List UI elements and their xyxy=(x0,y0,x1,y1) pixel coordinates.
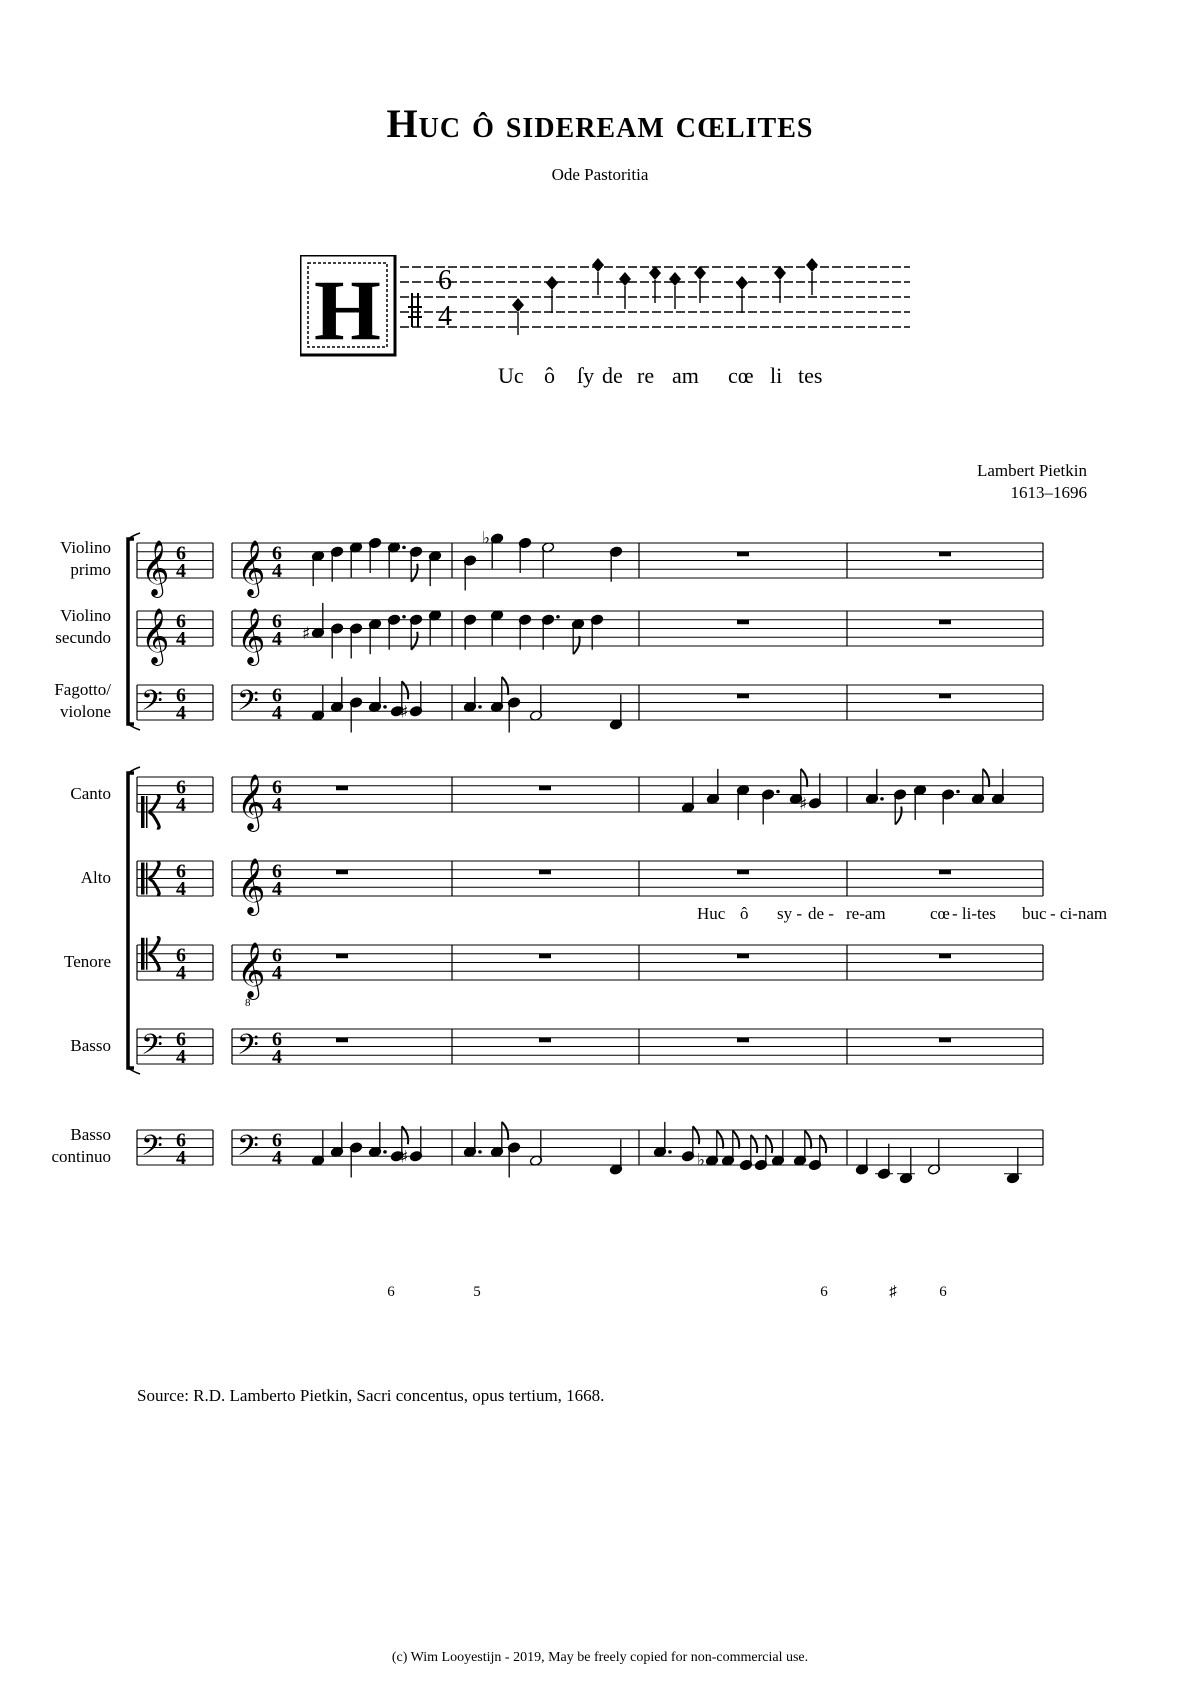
bass-clef xyxy=(237,1028,259,1068)
time-signature-top: 6 xyxy=(272,776,282,799)
bar-rest xyxy=(539,954,551,959)
note xyxy=(518,614,531,650)
note xyxy=(1004,1148,1022,1184)
time-signature-bottom: 4 xyxy=(272,560,282,582)
octave-mark: 8 xyxy=(245,997,251,1009)
note xyxy=(482,529,504,569)
note xyxy=(490,677,508,713)
note xyxy=(311,550,324,586)
note xyxy=(875,1144,893,1180)
time-signature xyxy=(176,611,186,651)
note-flag xyxy=(411,632,417,650)
sharp-accidental: ♯ xyxy=(400,1147,409,1168)
note xyxy=(463,555,476,591)
augmentation-dot xyxy=(402,546,406,550)
incipit-time-top: 6 xyxy=(438,265,452,296)
time-signature-bottom: 4 xyxy=(176,628,186,650)
sharp-accidental: ♯ xyxy=(302,623,311,644)
bass-clef-glyph: 𝄢 xyxy=(141,1028,163,1069)
augmentation-dot xyxy=(668,1150,672,1154)
time-signature-top: 6 xyxy=(176,610,186,633)
time-signature-top: 6 xyxy=(176,684,186,707)
time-signature xyxy=(272,685,282,725)
time-signature-top: 6 xyxy=(176,860,186,883)
time-signature-top: 6 xyxy=(176,542,186,565)
treble-clef xyxy=(237,858,265,916)
treble-clef xyxy=(141,540,169,598)
c-clef-bar xyxy=(141,938,145,970)
augmentation-dot xyxy=(880,797,884,801)
note xyxy=(893,789,906,825)
time-signature-bottom: 4 xyxy=(176,878,186,900)
canto-lyric: cœ xyxy=(930,904,950,923)
canto-lyric: Huc xyxy=(697,904,726,923)
note xyxy=(490,1122,508,1158)
bar-rest xyxy=(539,786,551,791)
composer-dates: 1613–1696 xyxy=(1010,483,1087,502)
bass-clef xyxy=(237,684,259,724)
note xyxy=(721,1131,739,1167)
augmentation-dot xyxy=(556,615,560,619)
time-signature-top: 6 xyxy=(176,1028,186,1051)
bass-clef xyxy=(141,1028,163,1068)
time-signature-top: 6 xyxy=(272,610,282,633)
staff-bracket xyxy=(128,539,134,724)
bar-rest xyxy=(737,870,749,875)
incipit-syllable: cœ xyxy=(728,363,754,388)
time-signature-bottom: 4 xyxy=(272,1147,282,1169)
note-flag xyxy=(717,1131,723,1149)
canto-lyric: ô xyxy=(740,904,749,923)
instrument-name: Basso xyxy=(70,1125,111,1144)
note xyxy=(400,681,423,722)
canto-lyric: buc xyxy=(1022,904,1047,923)
time-signature-top: 6 xyxy=(272,1028,282,1051)
bass-clef xyxy=(237,1129,259,1169)
staff-bracket xyxy=(128,773,134,1068)
bar-rest xyxy=(336,1038,348,1043)
incipit-syllable: Uc xyxy=(498,363,524,388)
c-clef-bar xyxy=(141,796,145,828)
instrument-name: Tenore xyxy=(64,952,111,971)
bar-rest xyxy=(737,552,749,557)
c-clef-bar xyxy=(146,796,148,828)
note xyxy=(609,1139,622,1175)
incipit-syllable: ô xyxy=(544,363,555,388)
time-signature xyxy=(272,543,282,583)
note xyxy=(409,614,422,650)
time-signature-bottom: 4 xyxy=(176,1046,186,1068)
note xyxy=(349,697,362,733)
note xyxy=(368,537,381,573)
bar-rest xyxy=(939,552,951,557)
instrument-name: violone xyxy=(60,702,111,721)
note xyxy=(913,784,926,820)
bass-clef-glyph: 𝄢 xyxy=(141,684,163,725)
time-signature-top: 6 xyxy=(176,776,186,799)
note xyxy=(463,677,481,713)
note xyxy=(609,546,622,582)
note xyxy=(400,1126,423,1167)
time-signature-bottom: 4 xyxy=(176,560,186,582)
note xyxy=(971,769,989,805)
time-signature xyxy=(272,1130,282,1170)
treble-clef-glyph: 𝄞 xyxy=(237,858,266,914)
note xyxy=(387,542,405,578)
note xyxy=(706,769,719,805)
time-signature-bottom: 4 xyxy=(272,794,282,816)
treble-clef-glyph: 𝄞 xyxy=(237,608,266,664)
note xyxy=(855,1139,868,1175)
note xyxy=(518,537,531,573)
bass-clef xyxy=(141,1129,163,1169)
treble-clef-glyph: 𝄞 xyxy=(237,942,266,998)
note xyxy=(368,677,386,713)
incipit-time-bottom: 4 xyxy=(438,301,452,332)
note xyxy=(736,784,749,820)
instrument-name: primo xyxy=(70,560,111,579)
note-flag xyxy=(402,681,408,699)
time-signature-top: 6 xyxy=(272,684,282,707)
note xyxy=(330,1122,343,1158)
bar-rest xyxy=(539,1038,551,1043)
note xyxy=(349,1142,362,1178)
canto-lyric: de - xyxy=(808,904,834,923)
bar-rest xyxy=(939,694,951,699)
time-signature xyxy=(272,861,282,901)
note xyxy=(463,614,476,650)
figured-bass-figure: ♯ xyxy=(889,1284,897,1300)
note-flag xyxy=(820,1135,826,1153)
instrument-name: Violino xyxy=(60,606,111,625)
time-signature-top: 6 xyxy=(272,944,282,967)
time-signature-top: 6 xyxy=(176,944,186,967)
composer-name: Lambert Pietkin xyxy=(976,461,1087,480)
instrument-name: Basso xyxy=(70,1036,111,1055)
note-flag xyxy=(733,1131,739,1149)
note-flag xyxy=(766,1135,772,1153)
bar-rest xyxy=(939,870,951,875)
note xyxy=(428,550,441,586)
note xyxy=(507,697,520,733)
augmentation-dot xyxy=(478,1150,482,1154)
note xyxy=(865,769,883,805)
figured-bass-figure: 6 xyxy=(387,1284,395,1300)
note xyxy=(927,1139,940,1175)
time-signature-bottom: 4 xyxy=(272,702,282,724)
incipit-syllable: re xyxy=(637,363,655,388)
note xyxy=(793,1131,811,1167)
time-signature-top: 6 xyxy=(272,542,282,565)
treble-clef-glyph: 𝄞 xyxy=(141,540,170,596)
c-clef-bar xyxy=(146,938,148,970)
note-flag xyxy=(895,807,901,825)
bar-rest xyxy=(737,1038,749,1043)
time-signature xyxy=(176,1130,186,1170)
note xyxy=(428,610,441,646)
instrument-name: Fagotto/ xyxy=(54,680,111,699)
note xyxy=(571,618,584,654)
time-signature-bottom: 4 xyxy=(176,794,186,816)
time-signature xyxy=(176,777,186,817)
source-note: Source: R.D. Lamberto Pietkin, Sacri concentus, opus tertium, 1668. xyxy=(137,1386,605,1405)
time-signature xyxy=(176,543,186,583)
note xyxy=(541,542,554,578)
augmentation-dot xyxy=(776,790,780,794)
note xyxy=(897,1148,915,1184)
note xyxy=(349,542,362,578)
note xyxy=(330,677,343,713)
bass-clef-glyph: 𝄢 xyxy=(237,1129,259,1170)
note-flag xyxy=(983,769,989,787)
note xyxy=(991,769,1004,805)
note xyxy=(330,546,343,582)
bar-rest xyxy=(737,954,749,959)
figured-bass-figure: 6 xyxy=(820,1284,828,1300)
note xyxy=(311,686,324,722)
instrument-name: secundo xyxy=(55,628,111,647)
bar-rest xyxy=(737,620,749,625)
note xyxy=(330,623,343,659)
incipit-syllable: li xyxy=(770,363,783,388)
treble-clef xyxy=(141,608,169,666)
augmentation-dot xyxy=(956,790,960,794)
note xyxy=(609,694,622,730)
bar-rest xyxy=(737,694,749,699)
note-flag xyxy=(402,1126,408,1144)
piece-subtitle: Ode Pastoritia xyxy=(551,165,649,184)
time-signature xyxy=(176,685,186,725)
note-flag xyxy=(573,636,579,654)
bass-clef-glyph: 𝄢 xyxy=(237,1028,259,1069)
time-signature-bottom: 4 xyxy=(176,702,186,724)
note xyxy=(507,1142,520,1178)
c-clef-bar xyxy=(146,863,148,895)
time-signature xyxy=(176,1029,186,1069)
incipit-syllable: tes xyxy=(798,363,823,388)
bar-rest xyxy=(939,620,951,625)
treble-clef xyxy=(237,540,265,598)
note xyxy=(681,778,694,814)
time-signature-bottom: 4 xyxy=(176,962,186,984)
bass-clef xyxy=(141,684,163,724)
time-signature-top: 6 xyxy=(176,1129,186,1152)
treble-clef-glyph: 𝄞 xyxy=(237,774,266,830)
time-signature-bottom: 4 xyxy=(272,628,282,650)
note-flag xyxy=(411,564,417,582)
flat-accidental: ♭ xyxy=(697,1150,706,1171)
note xyxy=(653,1122,671,1158)
canto-lyric: sy - xyxy=(777,904,803,923)
treble-clef-glyph: 𝄞 xyxy=(237,540,266,596)
bar-rest xyxy=(336,870,348,875)
note xyxy=(799,773,822,814)
bar-rest xyxy=(539,870,551,875)
bar-rest xyxy=(336,954,348,959)
time-signature-bottom: 4 xyxy=(272,1046,282,1068)
note-flag xyxy=(693,1126,699,1144)
canto-lyric: - li-tes xyxy=(952,904,996,923)
sharp-accidental: ♯ xyxy=(400,702,409,723)
augmentation-dot xyxy=(383,1150,387,1154)
time-signature-bottom: 4 xyxy=(272,878,282,900)
piece-title: Huc ô sideream cœlites xyxy=(386,101,814,146)
note xyxy=(590,614,603,650)
note xyxy=(490,610,503,646)
note xyxy=(463,1122,481,1158)
note xyxy=(368,618,381,654)
note xyxy=(529,1131,542,1167)
bass-clef-glyph: 𝄢 xyxy=(237,684,259,725)
time-signature xyxy=(272,777,282,817)
incipit-syllable: am xyxy=(672,363,699,388)
note xyxy=(311,1131,324,1167)
figured-bass-figure: 6 xyxy=(939,1284,947,1300)
flat-accidental: ♭ xyxy=(482,528,491,549)
note xyxy=(349,623,362,659)
figured-bass-figure: 5 xyxy=(473,1284,481,1300)
treble-clef xyxy=(237,608,265,666)
time-signature xyxy=(272,611,282,651)
note xyxy=(368,1122,386,1158)
instrument-name: Canto xyxy=(70,784,111,803)
sharp-accidental: ♯ xyxy=(799,794,808,815)
note-flag xyxy=(805,1131,811,1149)
treble-clef xyxy=(237,774,265,832)
incipit-syllable: ſy xyxy=(577,363,595,388)
note-flag xyxy=(751,1135,757,1153)
note xyxy=(771,1131,784,1167)
note-flag xyxy=(502,1122,508,1140)
time-signature xyxy=(272,1029,282,1069)
bar-rest xyxy=(336,786,348,791)
incipit-syllable: de xyxy=(602,363,623,388)
time-signature-bottom: 4 xyxy=(272,962,282,984)
time-signature xyxy=(176,861,186,901)
augmentation-dot xyxy=(402,615,406,619)
canto-lyric: re-am xyxy=(846,904,886,923)
time-signature xyxy=(176,945,186,985)
treble-clef xyxy=(237,942,265,1009)
treble-clef-glyph: 𝄞 xyxy=(141,608,170,664)
incipit-initial-letter: H xyxy=(314,262,381,358)
instrument-name: Alto xyxy=(80,868,111,887)
time-signature-bottom: 4 xyxy=(176,1147,186,1169)
canto-lyric: - ci-nam xyxy=(1050,904,1108,923)
note xyxy=(529,686,542,722)
note-flag xyxy=(801,769,807,787)
time-signature xyxy=(272,945,282,985)
note xyxy=(409,546,422,582)
c-clef-bar xyxy=(141,863,145,895)
copyright-footer: (c) Wim Looyestijn - 2019, May be freely copied for non-commercial use. xyxy=(391,1650,809,1665)
augmentation-dot xyxy=(478,705,482,709)
time-signature-top: 6 xyxy=(272,1129,282,1152)
augmentation-dot xyxy=(383,705,387,709)
instrument-name: Violino xyxy=(60,538,111,557)
bar-rest xyxy=(939,1038,951,1043)
instrument-name: continuo xyxy=(51,1147,111,1166)
note-flag xyxy=(502,677,508,695)
bar-rest xyxy=(939,954,951,959)
time-signature-top: 6 xyxy=(272,860,282,883)
bass-clef-glyph: 𝄢 xyxy=(141,1129,163,1170)
